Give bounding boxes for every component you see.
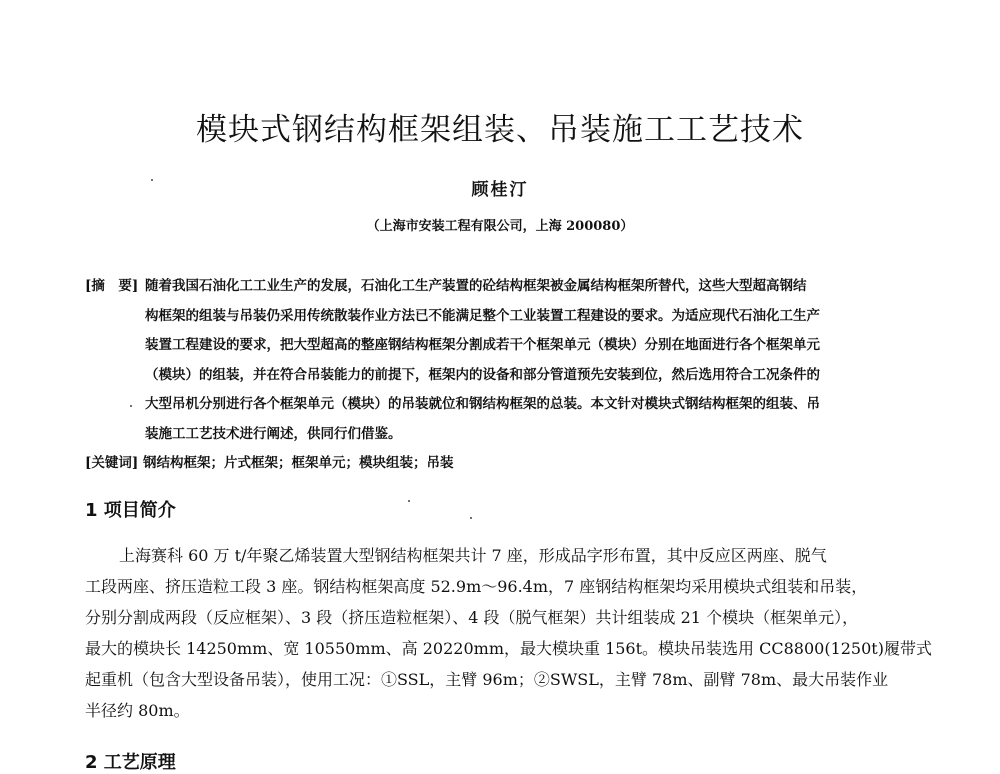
body-line: 上海赛科 60 万 t/年聚乙烯装置大型钢结构框架共计 7 座，形成品字形布置，其中反应区两座、脱气 — [119, 546, 827, 565]
scan-speck — [130, 405, 132, 407]
abstract-line: 装置工程建设的要求，把大型超高的整座钢结构框架分割成若干个框架单元（模块）分别在地面进行各个框架单元 — [145, 337, 820, 353]
author-affiliation: （上海市安装工程有限公司，上海 200080） — [366, 219, 634, 234]
keywords-text: 钢结构框架；片式框架；框架单元；模块组装；吊装 — [142, 455, 454, 471]
section-1-body — [85, 540, 932, 726]
paper-title: 模块式钢结构框架组装、吊装施工工艺技术 — [196, 112, 804, 148]
body-line: 起重机（包含大型设备吊装），使用工况：①SSL，主臂 96m；②SWSL，主臂 78m、副臂 78m、最大吊装作业 — [85, 670, 889, 689]
section-1-heading: 1 项目简介 — [85, 500, 176, 521]
abstract-body — [145, 272, 905, 449]
section-2-heading: 2 工艺原理 — [85, 752, 176, 773]
scan-speck — [470, 517, 472, 519]
author-name: 顾桂汀 — [471, 180, 529, 200]
abstract-line: 大型吊机分别进行各个框架单元（模块）的吊装就位和钢结构框架的总装。本文针对模块式钢结构框架的组装、吊 — [145, 396, 820, 412]
body-line: 分别分割成两段（反应框架）、3 段（挤压造粒框架）、4 段（脱气框架）共计组装成 21 个模块（框架单元）， — [85, 608, 859, 627]
keywords-block — [85, 451, 453, 471]
scan-speck — [408, 500, 410, 502]
keywords-label: [关键词] — [85, 455, 139, 471]
abstract-block — [85, 272, 905, 449]
body-line: 工段两座、挤压造粒工段 3 座。钢结构框架高度 52.9m～96.4m，7 座钢结构框架均采用模块式组装和吊装， — [85, 577, 868, 596]
abstract-line: 随着我国石油化工工业生产的发展，石油化工生产装置的砼结构框架被金属结构框架所替代，这些大型超高钢结 — [145, 278, 807, 294]
body-line: 最大的模块长 14250mm、宽 10550mm、高 20220mm，最大模块重 156t。模块吊装选用 CC8800(1250t)履带式 — [85, 639, 932, 658]
abstract-line: （模块）的组装，并在符合吊装能力的前提下，框架内的设备和部分管道预先安装到位，然后选用符合工况条件的 — [145, 366, 820, 383]
abstract-line: 装施工工艺技术进行阐述，供同行们借鉴。 — [145, 425, 402, 442]
abstract-line: 构框架的组装与吊装仍采用传统散装作业方法已不能满足整个工业装置工程建设的要求。为适应现代石油化工生产 — [145, 307, 820, 324]
abstract-label: [摘 要] — [85, 278, 139, 294]
scan-speck — [151, 179, 153, 181]
body-line: 半径约 80m。 — [85, 701, 190, 720]
